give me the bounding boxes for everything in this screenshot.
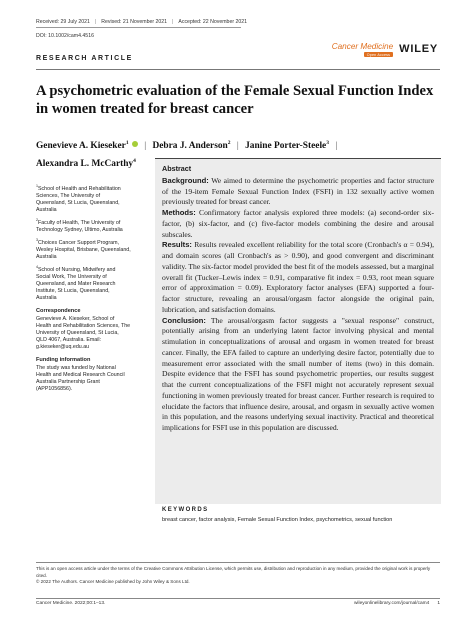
affiliation-item: $^3$Choices Cancer Support Program, Wesley Hospital, Brisbane, Queensland, Australia: [36, 238, 131, 261]
author-name[interactable]: Alexandra L. McCarthy$^4$: [36, 157, 136, 169]
orcid-icon[interactable]: [132, 141, 138, 147]
abstract-top-rule: [155, 158, 441, 159]
abstract-heading: Abstract: [162, 164, 192, 173]
citation: Cancer Medicine. 2022;00:1–13.: [36, 601, 106, 606]
abstract-conclusion-section: Conclusion: The arousal/orgasm factor suggests a "sexual response" construct, potentially arising from an underlying latent factor involving physical and mental stimulation in conceptualizations of arousal and orgasm in women treated for breast cancer. Finally, the EFA failed to capture an underlying desire factor, potentially due to measurement error associated with the small number of items (two) in this domain. Despite evidence that the FSFI has sound psychometric properties, our results suggest that the current conceptualizations of the FSFI might not accurately represent sexual functioning in women previously treated for breast cancer. Further research is required to elucidate the factors that influence desire, arousal, and orgasm in sexually active women in this population, and the reasons underlying sexual inactivity. Practical and theoretical implications for FSFI use in this population are discussed.: [162, 315, 434, 432]
journal-logo[interactable]: Cancer Medicine: [331, 42, 394, 51]
copyright-text: © 2022 The Authors. Cancer Medicine published by John Wiley & Sons Ltd.: [36, 579, 190, 585]
affiliation-ref: 1: [125, 140, 129, 146]
affiliation-ref: 2: [227, 140, 231, 146]
affiliation-item: $^2$Faculty of Health, The University of Technology Sydney, Ultimo, Australia: [36, 218, 123, 233]
affiliation-ref: 4: [133, 157, 136, 164]
article-dates: [36, 19, 247, 25]
page-footer: [36, 601, 440, 606]
article-type: RESEARCH ARTICLE: [36, 55, 133, 62]
funding-text: The study was funded by National Health and Medical Research Council Australia Partnership Grant (APP1056856).: [36, 365, 125, 393]
author-name[interactable]: Janine Porter-Steele$^3$: [245, 140, 329, 152]
abstract-background-section: Background: We aimed to determine the psychometric properties and factor structure of the 19-item Female Sexual Function Index (FSFI) in 132 sexually active women previously treated for breast cancer.: [162, 175, 434, 207]
open-access-badge: Open Access: [364, 52, 393, 57]
article-title: A psychometric evaluation of the Female Sexual Function Index in women treated for breast cancer: [36, 83, 434, 118]
page-number: 1: [437, 601, 440, 606]
author-name[interactable]: Genevieve A. Kieseker$^1$: [36, 140, 129, 152]
footer-divider: [36, 598, 440, 599]
keywords-heading: KEYWORDS: [162, 507, 209, 513]
license-notice: [36, 566, 440, 586]
affiliation-item: $^1$School of Health and Rehabilitation Sciences, The University of Queensland, St Lucia, Queensland, Australia: [36, 184, 121, 214]
funding-heading: Funding information: [36, 357, 91, 364]
abstract: [162, 164, 434, 434]
sidebar-info: [36, 183, 131, 393]
correspondence-text: Genevieve A. Kieseker, School of Health and Rehabilitation Sciences, The University of Queensland, St Lucia, QLD 4067, Australia. Email: g.kieseker@uq.edu.au: [36, 315, 131, 351]
affiliation-item: $^4$School of Nursing, Midwifery and Social Work, The University of Queensland, and Mater Research Institute, St Lucia, Queensland, Australia: [36, 265, 116, 302]
author-separator: |: [144, 141, 147, 152]
doi[interactable]: DOI: 10.1002/cam4.4516: [36, 33, 94, 39]
author-separator: |: [236, 141, 239, 152]
revised-date: Revised: 21 November 2021: [101, 19, 168, 25]
date-separator: |: [172, 19, 174, 25]
license-divider: [36, 562, 440, 563]
accepted-date: Accepted: 22 November 2021: [178, 19, 248, 25]
keywords-text: breast cancer, factor analysis, Female Sexual Function Index, psychometrics, sexual function: [162, 517, 393, 523]
abstract-results-section: Results: Results revealed excellent reliability for the total score (Cronbach's α = 0.94), and domain scores (all Cronbach's as > 0.90), and good convergent and discriminant validity. The six-factor model provided the best fit of the models assessed, but a marginal overall fit (Tucker–Lewis index = 0.91, comparative fit index = 0.93, root mean square error of approximation = 0.09). Exploratory factor analyses (EFA) supported a four-factor structure, revealing an arousal/orgasm factor alongside the original pain, lubrication, and satisfaction domains.: [162, 240, 435, 314]
publisher-logo[interactable]: WILEY: [399, 43, 438, 55]
date-separator: |: [94, 19, 97, 25]
keywords-block: [162, 507, 434, 523]
header-divider: [36, 27, 241, 28]
author-name[interactable]: Debra J. Anderson$^2$: [152, 140, 231, 152]
abstract-methods-section: Methods: Confirmatory factor analysis explored three models: (a) second-order six-factor, (b) six-factor, and (c) five-factor models combining the desire and arousal subscales.: [162, 208, 434, 239]
received-date: Received: 29 July 2021: [36, 19, 90, 25]
journal-url[interactable]: wileyonlinelibrary.com/journal/cam4: [353, 601, 430, 606]
license-text: This is an open access article under the terms of the Creative Commons Attribution License, which permits use, distribution and reproduction in any medium, provided the original work is properly cited.: [36, 566, 431, 578]
article-type-divider: [36, 69, 440, 70]
brand-block: [332, 42, 438, 57]
author-separator: |: [335, 141, 338, 152]
correspondence-heading: Correspondence: [36, 308, 81, 315]
affiliation-ref: 3: [326, 140, 329, 146]
